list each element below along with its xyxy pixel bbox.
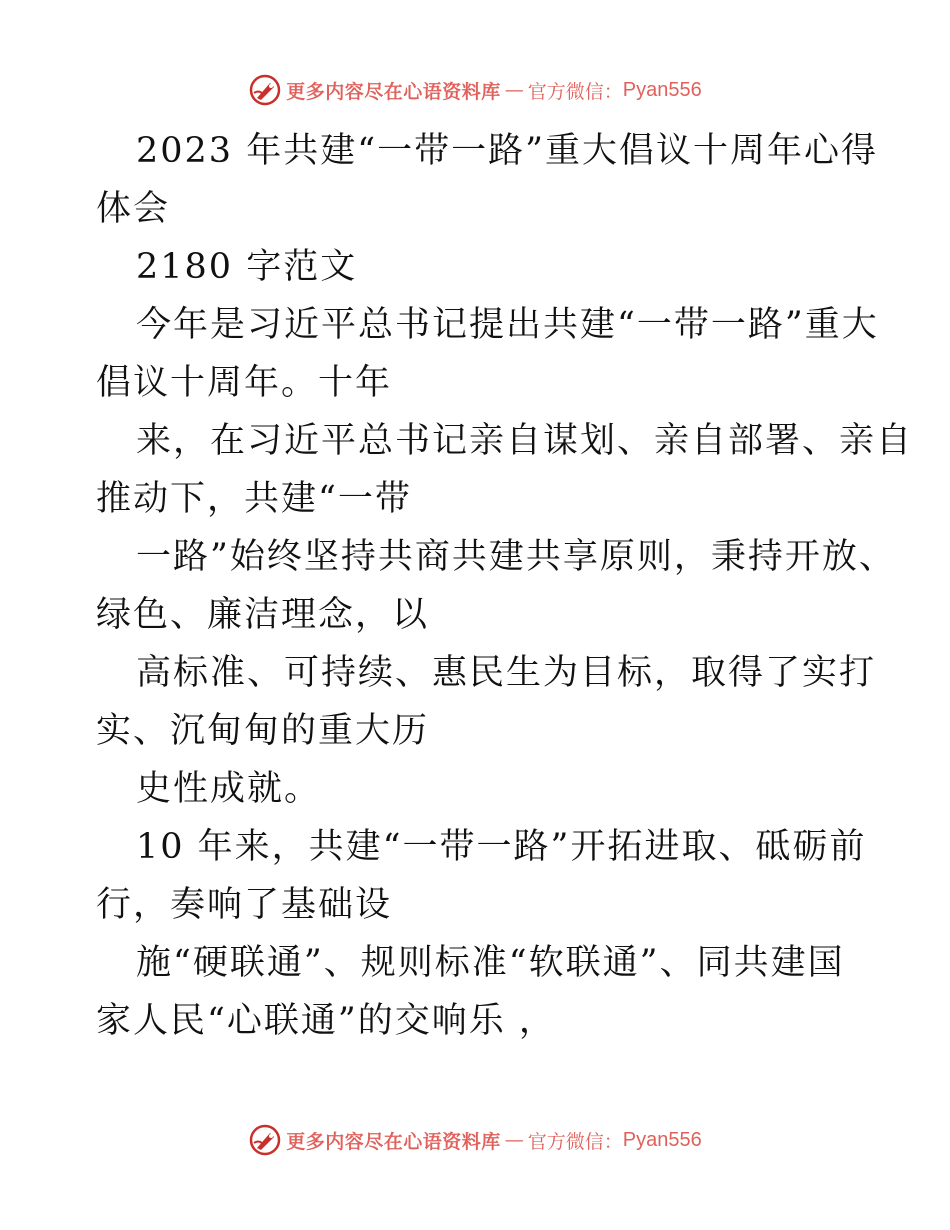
paragraph-line: 施“硬联通”、规则标准“软联通”、同共建国: [136, 943, 845, 983]
pen-nib-circle-icon: [248, 73, 282, 107]
paragraph-line: 推动下，共建“一带: [96, 479, 412, 519]
document-title-line-2: 体会: [96, 189, 171, 229]
paragraph-line: 家人民“心联通”的交响乐 ，: [96, 1001, 556, 1041]
watermark-brand-text: 更多内容尽在心语资料库: [286, 80, 501, 103]
watermark-separator: —: [504, 1129, 524, 1151]
pen-nib-circle-icon: [248, 1123, 282, 1157]
document-title-line-1: 2023 年共建“一带一路”重大倡议十周年心得: [136, 131, 878, 171]
footer-watermark: [0, 1120, 950, 1160]
header-watermark: [0, 70, 950, 110]
paragraph-line: 绿色、廉洁理念，以: [96, 595, 430, 635]
paragraph-line: 今年是习近平总书记提出共建“一带一路”重大: [136, 305, 879, 345]
paragraph-line: 史性成就。: [136, 769, 322, 809]
document-body: [96, 122, 914, 1050]
paragraph-line: 实、沉甸甸的重大历: [96, 711, 430, 751]
paragraph-line: 高标准、可持续、惠民生为目标，取得了实打: [136, 653, 877, 693]
paragraph-line: 来，在习近平总书记亲自谋划、亲自部署、亲自: [136, 421, 914, 461]
paragraph-line: 一路”始终坚持共商共建共享原则，秉持开放、: [136, 537, 896, 577]
paragraph-line: 10 年来，共建“一带一路”开拓进取、砥砺前: [136, 827, 867, 867]
watermark-label: 官方微信：: [527, 80, 623, 103]
watermark-separator: —: [504, 79, 524, 101]
watermark-wechat-id: Pyan556: [622, 1128, 702, 1151]
watermark-label: 官方微信：: [527, 1130, 623, 1153]
watermark-wechat-id: Pyan556: [622, 78, 702, 101]
watermark-brand-text: 更多内容尽在心语资料库: [286, 1130, 501, 1153]
paragraph-line: 行，奏响了基础设: [96, 885, 393, 925]
paragraph-line: 倡议十周年。十年: [96, 363, 393, 403]
document-subtitle: 2180 字范文: [136, 247, 358, 287]
